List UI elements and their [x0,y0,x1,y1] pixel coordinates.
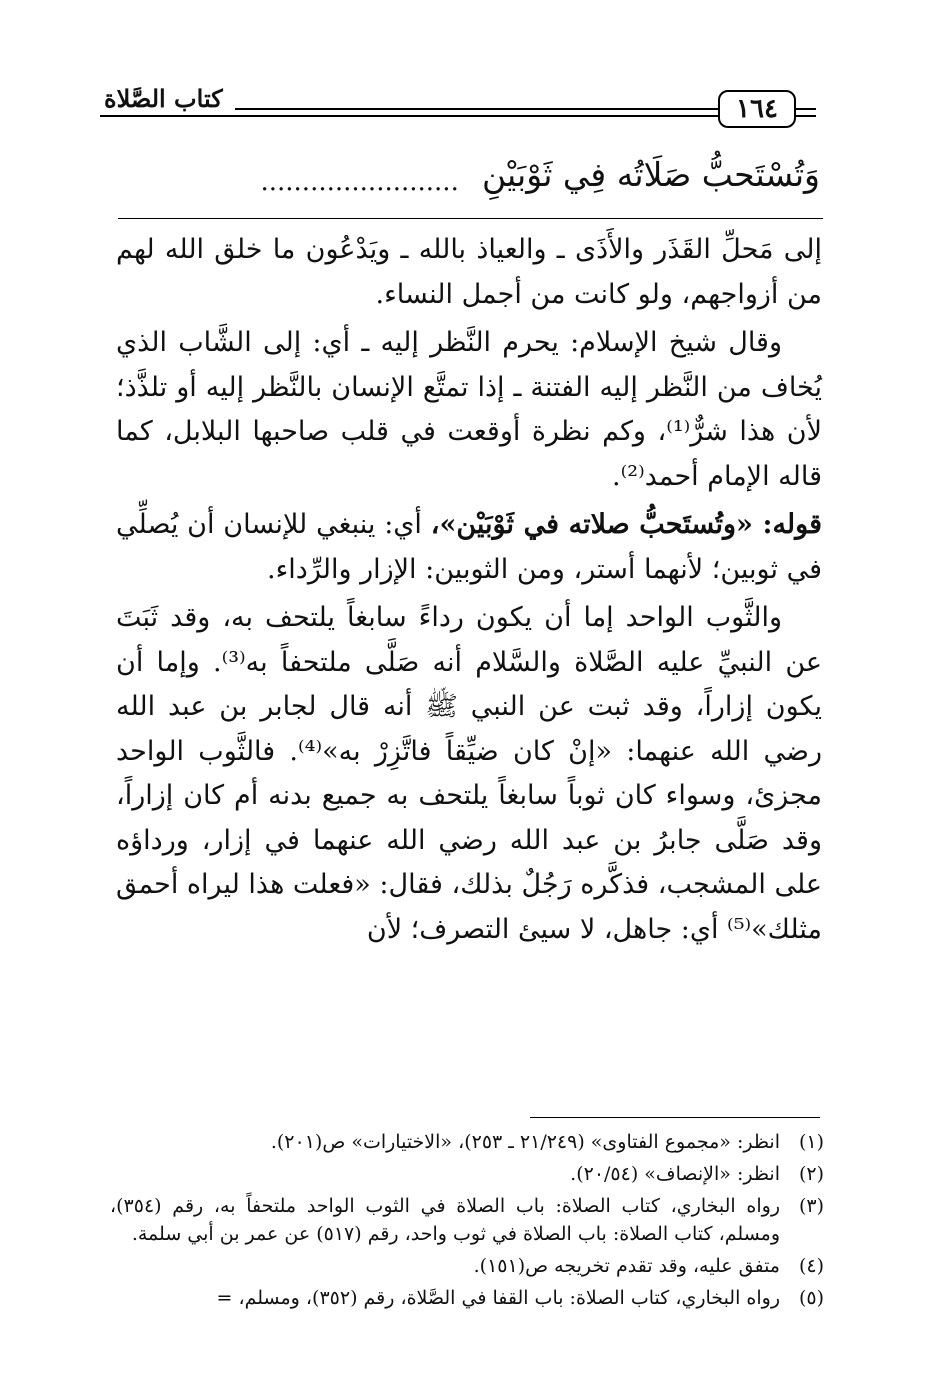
page-number: ١٦٤ [718,90,796,128]
section-heading [120,148,820,202]
footnote-number: (١) [798,1131,824,1153]
footnote [110,1160,824,1188]
footnote-number: (٥) [798,1287,824,1309]
footnote-text: انظر: «مجموع الفتاوى» (٢١/٢٤٩ ـ ٢٥٣)، «الاختيارات» ص(٢٠١). [270,1131,780,1153]
paragraph-3 [116,503,822,592]
footnote-rule [530,1117,820,1118]
footnotes [110,1128,824,1316]
footnote-text: رواه البخاري، كتاب الصلاة: باب الصلاة في الثوب الواحد ملتحفاً به، رقم (٣٥٤)، ومسلم، كتاب الصلاة: باب الصلاة في ثوب واحد، رقم (٥١٧) عن عمر بن أبي سلمة. [110,1195,780,1245]
heading-dots: ........................ [260,166,459,197]
footnote-text: انظر: «الإنصاف» (٢٠/٥٤). [570,1163,780,1185]
quoted-matn: قوله: «وتُستَحبُّ صلاته في ثَوْبَيْن»، [430,509,822,540]
footnote-text: متفق عليه، وقد تقدم تخريجه ص(١٥١). [473,1255,780,1277]
main-text [116,228,822,956]
footnote [110,1128,824,1156]
paragraph-4: والثَّوب الواحد إما أن يكون رداءً سابغاً يلتحف به، وقد ثَبَتَ عن النبيِّ عليه الصَّلاة والسَّلام أنه صَلَّى ملتحفاً به⁽³⁾. وإما أن يكون إزاراً، وقد ثبت عن النبي ﷺ أنه قال لجابر بن عبد الله رضي الله عنهما: «إنْ كان ضيِّقاً فاتَّزِرْ به»⁽⁴⁾. فالثَّوب الواحد مجزئ، وسواء كان ثوباً سابغاً يلتحف به جميع بدنه أم كان إزاراً، وقد صَلَّى جابرُ بن عبد الله رضي الله عنهما في إزار، ورداؤه على المشجب، فذكَّره رَجُلٌ بذلك، فقال: «فعلت هذا ليراه أحمق مثلك»⁽⁵⁾ أي: جاهل، لا سيئ التصرف؛ لأن [116,602,823,945]
page-header [100,84,822,132]
footnote-number: (٤) [798,1255,824,1277]
footnote-number: (٢) [798,1163,824,1185]
footnote [110,1192,824,1248]
footnote [110,1284,824,1312]
footnote-text: رواه البخاري، كتاب الصلاة: باب القفا في الصَّلاة، رقم (٣٥٢)، ومسلم، = [216,1287,780,1309]
paragraph-2: وقال شيخ الإسلام: يحرم النَّظر إليه ـ أي: إلى الشَّاب الذي يُخاف من النَّظر إليه الفتنة ـ إذا تمتَّع الإنسان بالنَّظر إليه أو تلذَّذ؛ لأن هذا شرٌّ⁽¹⁾، وكم نظرة أوقعت في قلب صاحبها البلابل، كما قاله الإمام أحمد⁽²⁾. [116,327,822,492]
footnote [110,1252,824,1280]
paragraph-3-text: أي: ينبغي للإنسان أن يُصلِّي في ثوبين؛ لأنهما أستر، ومن الثوبين: الإزار والرِّداء. [116,509,822,585]
heading-rule [118,218,823,219]
paragraph-1: إلى مَحلِّ القَذَر والأَذَى ـ والعياذ بالله ـ ويَدْعُون ما خلق الله لهم من أزواجهم، ولو كانت من أجمل النساء. [116,234,822,310]
section-title: وَتُسْتَحبُّ صَلَاتُه فِي ثَوْبَيْنِ [481,155,820,194]
book-title: كتاب الصَّلاة [100,84,235,114]
footnote-number: (٣) [798,1195,824,1217]
